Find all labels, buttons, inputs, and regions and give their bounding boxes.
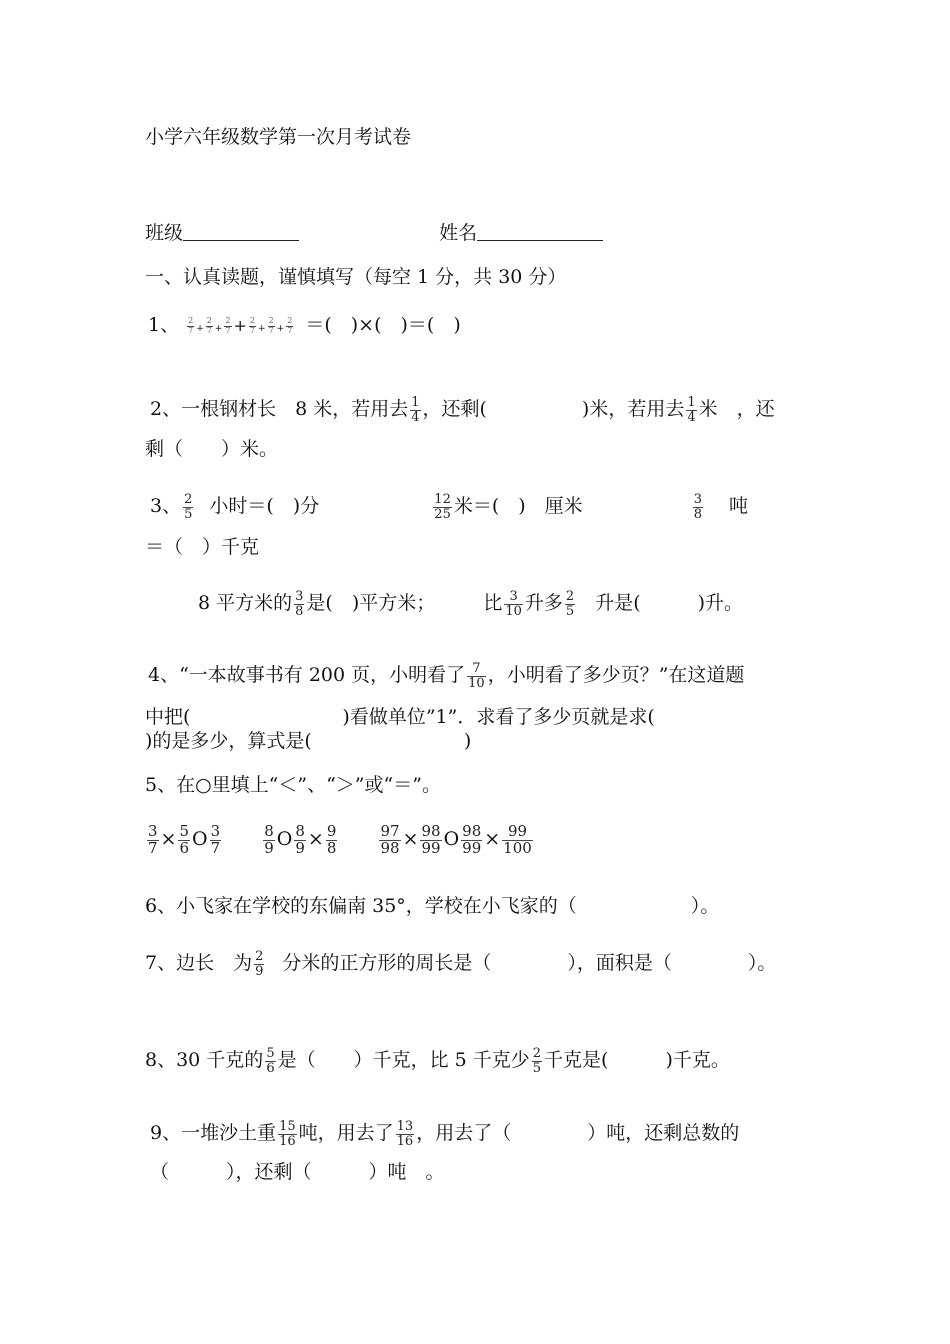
fraction: $\frac{3}{8}$ xyxy=(295,589,304,619)
question-9-line2: （ ），还剩（ ）吨 。 xyxy=(150,1161,445,1183)
name-label: 姓名 xyxy=(439,222,478,244)
question-1: 1、 $\frac{2}{7}$ + $\frac{2}{7}$ + $\frac{2}{7}$ + $\frac{2}{7}$ + $\frac{2}{7}$ + $\frac{2}{7}$ ＝( )×( )＝( ) xyxy=(148,314,461,336)
question-5-expressions xyxy=(145,824,535,857)
question-2-line2: 剩（ ）米。 xyxy=(145,438,279,460)
question-7: 7、边长 为 $\frac{2}{9}$ 分米的正方形的周长是（ ），面积是（ ）。 xyxy=(145,949,777,979)
question-2: 2、一根钢材长 8 米，若用去 $\frac{1}{4}$ ，还剩( )米，若用去 $\frac{1}{4}$ 米 ，还 xyxy=(150,395,775,425)
header-fields xyxy=(145,222,603,243)
q5-expression-1: $\frac{3}{7}$ × $\frac{5}{6}$ O $\frac{3}{7}$ xyxy=(148,822,221,857)
question-6: 6、小飞家在学校的东偏南 35°，学校在小飞家的（ ）。 xyxy=(145,895,720,917)
fraction: $\frac{3}{8}$ xyxy=(693,492,703,522)
fraction: $\frac{1}{4}$ xyxy=(687,395,696,425)
fraction: $\frac{7}{10}$ xyxy=(468,661,485,691)
question-4: 4、“一本故事书有 200 页，小明看了 $\frac{7}{10}$ ，小明看了多少页？”在这道题 xyxy=(148,661,745,691)
q5-expression-2: $\frac{8}{9}$ O $\frac{8}{9}$ × $\frac{9}{8}$ xyxy=(264,822,337,857)
question-3-line2: ＝（ ）千克 xyxy=(145,536,260,558)
fraction: $\frac{13}{16}$ xyxy=(396,1119,414,1149)
fraction: $\frac{2}{5}$ xyxy=(184,492,193,522)
fraction: $\frac{12}{25}$ xyxy=(434,492,451,522)
question-3-line3: 8 平方米的 $\frac{3}{8}$ 是( )平方米； 比 $\frac{3}{10}$ 升多 $\frac{2}{5}$ 升是( )升。 xyxy=(198,589,744,619)
question-5: 5、在○里填上“＜”、“＞”或“＝”。 xyxy=(145,774,441,796)
fraction: $\frac{1}{4}$ xyxy=(411,395,420,425)
question-4-line2: 中把( )看做单位”1”．求看了多少页就是求( xyxy=(145,706,655,728)
class-label: 班级 xyxy=(145,222,184,244)
fraction: $\frac{15}{16}$ xyxy=(279,1119,296,1149)
name-field[interactable] xyxy=(477,222,603,241)
fraction: $\frac{2}{5}$ xyxy=(565,589,575,619)
question-4-line3: )的是多少，算式是( ) xyxy=(145,730,472,752)
compare-circle[interactable]: O xyxy=(192,828,208,851)
section-title: 一、认真读题，谨慎填写（每空 1 分，共 30 分） xyxy=(145,266,567,288)
fraction: $\frac{5}{6}$ xyxy=(266,1046,275,1076)
question-3: 3、 $\frac{2}{5}$ 小时＝( )分 $\frac{12}{25}$ 米＝( ) 厘米 $\frac{3}{8}$ 吨 xyxy=(150,492,749,522)
q5-expression-3: $\frac{97}{98}$ × $\frac{98}{99}$ O $\frac{98}{99}$ × $\frac{99}{100}$ xyxy=(380,822,532,857)
q1-expression: $\frac{2}{7}$ + $\frac{2}{7}$ + $\frac{2}{7}$ + $\frac{2}{7}$ + $\frac{2}{7}$ + $\frac{2}{7}$ xyxy=(188,316,293,335)
class-field[interactable] xyxy=(183,222,299,241)
compare-circle[interactable]: O xyxy=(276,828,293,851)
question-9: 9、一堆沙土重 $\frac{15}{16}$ 吨，用去了 $\frac{13}{16}$ ，用去了（ ）吨，还剩总数的 xyxy=(150,1119,740,1149)
page-title: 小学六年级数学第一次月考试卷 xyxy=(145,126,412,148)
question-8: 8、30 千克的 $\frac{5}{6}$ 是（ ）千克，比 5 千克少 $\frac{2}{5}$ 千克是( )千克。 xyxy=(145,1046,730,1076)
fraction: $\frac{3}{10}$ xyxy=(505,589,522,619)
fraction: $\frac{2}{9}$ xyxy=(255,949,264,979)
fraction: $\frac{2}{5}$ xyxy=(532,1046,542,1076)
compare-circle[interactable]: O xyxy=(443,828,460,851)
